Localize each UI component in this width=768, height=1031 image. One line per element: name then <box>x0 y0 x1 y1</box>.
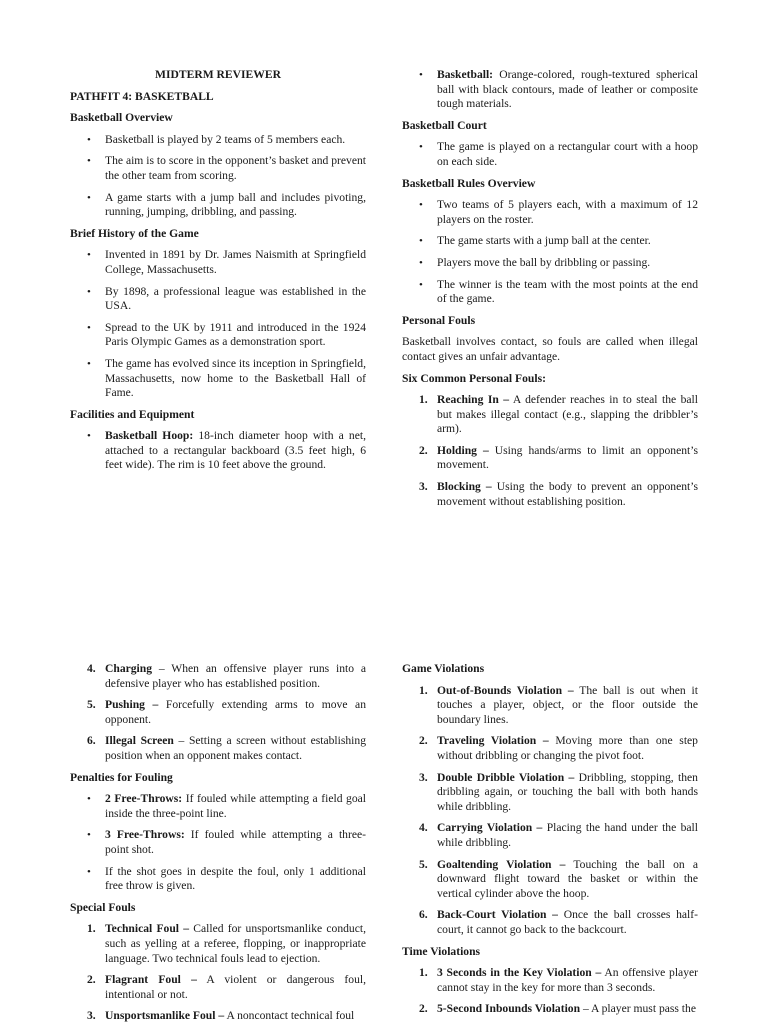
item-text: Using the body to prevent an opponent’s movement without establishing position. <box>437 480 698 508</box>
item-number: 1. <box>419 683 428 697</box>
court-heading: Basketball Court <box>402 118 487 132</box>
penalties-list <box>70 792 366 894</box>
item-number: 2. <box>419 443 428 457</box>
item-term: 3 Seconds in the Key Violation – <box>437 966 602 980</box>
item-number: 1. <box>419 966 428 980</box>
item-text: Placing the hand under the ball while dribbling. <box>437 821 698 849</box>
list-item <box>402 393 698 437</box>
item-text: If fouled while attempting a three-point shot. <box>105 828 366 856</box>
list-item <box>70 922 366 966</box>
item-term: Carrying Violation – <box>437 821 543 835</box>
game-violations-list <box>402 684 698 938</box>
item-text: Touching the ball on a downward flight toward the basket or within the vertical cylinder above the hoop. <box>437 857 698 900</box>
item-text: Called for unsportsmanlike conduct, such as yelling at a referee, flopping, or inappropriate language. Two technical fouls lead to ejection. <box>105 922 366 965</box>
column-top-left <box>70 68 366 480</box>
time-violations-list <box>402 966 698 1017</box>
item-number: 2. <box>87 973 96 987</box>
personal-fouls-heading: Personal Fouls <box>402 313 476 327</box>
column-bottom-left <box>70 662 366 1031</box>
item-text: – A player must pass the <box>580 1002 696 1016</box>
six-fouls-heading: Six Common Personal Fouls: <box>402 371 546 385</box>
list-item: • The game starts with a jump ball at the center. <box>402 234 698 249</box>
rules-list <box>402 198 698 307</box>
court-list <box>402 140 698 169</box>
list-item <box>402 908 698 937</box>
list-item: • The aim is to score in the opponent’s basket and prevent the other team from scoring. <box>70 154 366 183</box>
item-term: 2 Free-Throws: <box>105 792 183 806</box>
game-violations-heading: Game Violations <box>402 662 485 675</box>
document-title: MIDTERM REVIEWER <box>155 68 281 81</box>
item-text: An offensive player cannot stay in the key for more than 3 seconds. <box>437 966 699 994</box>
list-item <box>402 480 698 509</box>
facilities-list-continued <box>402 68 698 112</box>
item-text: – When an offensive player runs into a defensive player who has established position. <box>105 662 366 690</box>
document-subtitle: PATHFIT 4: BASKETBALL <box>70 89 214 103</box>
list-item <box>402 684 698 728</box>
rules-heading: Basketball Rules Overview <box>402 176 536 190</box>
item-text: Once the ball crosses half-court, it cannot go back to the backcourt. <box>437 908 698 936</box>
list-item: • Invented in 1891 by Dr. James Naismith at Springfield College, Massachusetts. <box>70 248 366 277</box>
item-number: 2. <box>419 1002 428 1016</box>
list-item <box>70 1009 366 1024</box>
item-number: 1. <box>419 393 428 407</box>
list-item <box>402 821 698 850</box>
list-item <box>70 828 366 857</box>
item-term: Unsportsmanlike Foul – <box>105 1009 225 1023</box>
six-fouls-list-continued <box>70 662 366 764</box>
item-term: Flagrant Foul – <box>105 973 197 987</box>
item-number: 3. <box>419 770 428 784</box>
list-item: • A game starts with a jump ball and includes pivoting, running, jumping, dribbling, and passing. <box>70 191 366 220</box>
item-text: Using hands/arms to limit an opponent’s movement. <box>437 443 698 472</box>
six-fouls-list <box>402 393 698 509</box>
list-item: • By 1898, a professional league was established in the USA. <box>70 285 366 314</box>
list-item <box>402 771 698 815</box>
list-item <box>402 858 698 902</box>
list-item <box>402 734 698 763</box>
item-number: 4. <box>419 821 428 835</box>
list-item: • Players move the ball by dribbling or passing. <box>402 256 698 271</box>
item-text: Dribbling, stopping, then dribbling again, or touching the ball with both hands while dribbling. <box>437 770 698 813</box>
item-term: Blocking – <box>437 480 492 494</box>
list-item: • Two teams of 5 players each, with a maximum of 12 players on the roster. <box>402 198 698 227</box>
item-number: 2. <box>419 734 428 748</box>
item-text: – Setting a screen without establishing position when an opponent makes contact. <box>105 734 366 762</box>
list-item <box>70 429 366 473</box>
item-term: Pushing – <box>105 698 159 712</box>
item-term: 5-Second Inbounds Violation <box>437 1002 581 1016</box>
item-text: If the shot goes in despite the foul, only 1 additional free throw is given. <box>105 864 366 893</box>
facilities-heading: Facilities and Equipment <box>70 407 195 421</box>
list-item: • Basketball is played by 2 teams of 5 members each. <box>70 133 366 148</box>
item-number: 6. <box>87 734 96 748</box>
item-text: If fouled while attempting a field goal inside the three-point line. <box>105 792 366 820</box>
item-term: Back-Court Violation – <box>437 908 558 922</box>
column-top-right <box>402 68 698 516</box>
list-item <box>70 973 366 1002</box>
history-list <box>70 248 366 400</box>
overview-list <box>70 133 366 220</box>
special-fouls-list <box>70 922 366 1024</box>
overview-heading: Basketball Overview <box>70 111 173 125</box>
special-fouls-heading: Special Fouls <box>70 900 136 914</box>
list-item <box>70 662 366 691</box>
item-term: Traveling Violation – <box>437 734 549 748</box>
item-term: Charging <box>105 662 153 675</box>
list-item: • The winner is the team with the most points at the end of the game. <box>402 278 698 307</box>
history-heading: Brief History of the Game <box>70 226 199 240</box>
item-term: Reaching In – <box>437 393 510 407</box>
item-term: 3 Free-Throws: <box>105 828 185 842</box>
item-number: 5. <box>419 857 428 871</box>
item-text: Forcefully extending arms to move an opponent. <box>105 698 366 726</box>
item-number: 1. <box>87 922 96 936</box>
column-bottom-right <box>402 662 698 1024</box>
item-text: 18-inch diameter hoop with a net, attached to a rectangular backboard (3.5 feet high, 6 feet wide). The rim is 10 feet above the ground. <box>105 429 366 472</box>
item-number: 3. <box>87 1009 96 1023</box>
list-item <box>70 698 366 727</box>
item-number: 5. <box>87 698 96 712</box>
list-item <box>402 444 698 473</box>
item-number: 3. <box>419 480 428 494</box>
item-number: 4. <box>87 662 96 675</box>
list-item <box>70 792 366 821</box>
item-term: Goaltending Violation – <box>437 857 566 871</box>
list-item <box>70 734 366 763</box>
item-term: Double Dribble Violation – <box>437 770 575 784</box>
item-text: A defender reaches in to steal the ball but makes illegal contact (e.g., slapping the dribbler’s arm). <box>437 393 698 436</box>
item-term: Holding – <box>437 443 489 457</box>
item-text: Moving more than one step without dribbling or changing the pivot foot. <box>437 734 698 762</box>
item-term: Technical Foul – <box>105 922 190 936</box>
item-term: Basketball Hoop: <box>105 429 194 443</box>
item-term: Basketball: <box>437 68 494 81</box>
item-term: Illegal Screen <box>105 734 174 748</box>
list-item: • The game has evolved since its inception in Springfield, Massachusetts, now home to the Basketball Hall of Fame. <box>70 357 366 401</box>
list-item <box>402 1002 698 1017</box>
list-item <box>402 68 698 112</box>
item-number: 6. <box>419 908 428 922</box>
list-item <box>402 966 698 995</box>
item-text: The ball is out when it touches a player, object, or the floor outside the boundary lines. <box>437 683 699 726</box>
item-text: Orange-colored, rough-textured spherical ball with black contours, made of leather or composite tough materials. <box>437 68 698 111</box>
item-text: A noncontact technical foul <box>224 1009 355 1023</box>
penalties-heading: Penalties for Fouling <box>70 770 173 784</box>
list-item <box>70 865 366 894</box>
personal-fouls-paragraph: Basketball involves contact, so fouls are called when illegal contact gives an unfair advantage. <box>402 335 698 363</box>
list-item: • Spread to the UK by 1911 and introduced in the 1924 Paris Olympic Games as a demonstration sport. <box>70 321 366 350</box>
facilities-list <box>70 429 366 473</box>
time-violations-heading: Time Violations <box>402 944 481 958</box>
item-text: A violent or dangerous foul, intentional or not. <box>105 973 366 1001</box>
list-item: • The game is played on a rectangular court with a hoop on each side. <box>402 140 698 169</box>
item-term: Out-of-Bounds Violation – <box>437 683 574 697</box>
